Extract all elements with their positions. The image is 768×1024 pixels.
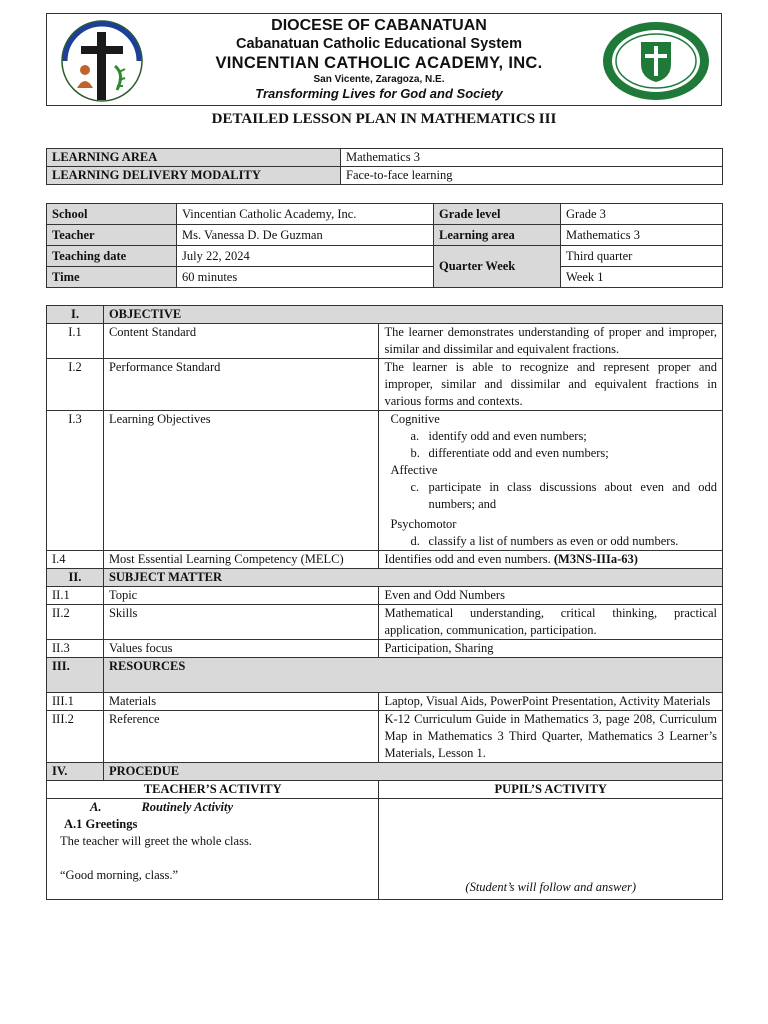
row-number: I.3	[47, 411, 104, 551]
system-name: Cabanatuan Catholic Educational System	[235, 36, 523, 52]
objective-text: classify a list of numbers as even or odd numbers.	[428, 534, 679, 548]
section-title: RESOURCES	[103, 658, 722, 693]
routine-title: Routinely Activity	[141, 800, 234, 814]
list-marker: a.	[410, 429, 420, 443]
row-number: II.2	[47, 605, 104, 640]
row-label: Reference	[103, 711, 379, 763]
domain-label: Cognitive	[390, 412, 440, 426]
list-marker: d.	[410, 534, 420, 548]
row-number: III.1	[47, 693, 104, 711]
row-label: Most Essential Learning Competency (MELC)	[103, 551, 379, 569]
section-number: III.	[47, 658, 104, 693]
section-title: PROCEDUE	[103, 763, 722, 781]
teacher-value: Ms. Vanessa D. De Guzman	[177, 225, 434, 246]
teaching-date-label: Teaching date	[47, 246, 177, 267]
learning-area-label: LEARNING AREA	[47, 149, 341, 167]
row-label: Materials	[103, 693, 379, 711]
grade-value: Grade 3	[561, 204, 723, 225]
learning-area-table	[46, 148, 723, 185]
row-label: Learning Objectives	[103, 411, 379, 551]
learning-area-value: Mathematics 3	[341, 149, 723, 167]
materials-text: Laptop, Visual Aids, PowerPoint Presentation, Activity Materials	[379, 693, 723, 711]
routine-heading	[52, 799, 373, 816]
row-label: Values focus	[103, 640, 379, 658]
section-row-subject-matter	[47, 569, 723, 587]
routine-marker: A.	[90, 800, 102, 814]
learning-objectives-cell	[379, 411, 723, 551]
table-row	[47, 640, 723, 658]
list-item	[410, 533, 717, 550]
row-number: I.1	[47, 324, 104, 359]
row-number: I.4	[47, 551, 104, 569]
table-row	[47, 267, 723, 288]
content-standard-text: The learner demonstrates understanding of proper and improper, similar and dissimilar and equivalent fractions.	[379, 324, 723, 359]
ccess-cross-logo	[59, 18, 145, 104]
table-row	[47, 411, 723, 551]
pupil-activity-header: PUPIL’S ACTIVITY	[379, 781, 723, 799]
school-value: Vincentian Catholic Academy, Inc.	[177, 204, 434, 225]
section-title: SUBJECT MATTER	[103, 569, 722, 587]
section-number: I.	[47, 306, 104, 324]
list-marker: b.	[410, 446, 420, 460]
school-header	[46, 13, 722, 106]
greet-quote: “Good morning, class.”	[60, 868, 179, 882]
school-label: School	[47, 204, 177, 225]
list-marker: c.	[410, 480, 420, 494]
academy-name: VINCENTIAN CATHOLIC ACADEMY, INC.	[215, 54, 543, 72]
diocese-name: DIOCESE OF CABANATUAN	[271, 17, 487, 34]
list-item	[410, 428, 717, 445]
table-row	[47, 246, 723, 267]
greetings-heading: A.1 Greetings	[64, 817, 138, 831]
pupil-response: (Student’s will follow and answer)	[465, 880, 637, 894]
topic-text: Even and Odd Numbers	[379, 587, 723, 605]
section-title: OBJECTIVE	[103, 306, 722, 324]
class-info-table	[46, 203, 723, 288]
table-row	[47, 324, 723, 359]
values-focus-text: Participation, Sharing	[379, 640, 723, 658]
academy-tagline: Transforming Lives for God and Society	[255, 86, 503, 101]
teacher-label: Teacher	[47, 225, 177, 246]
week-value: Week 1	[561, 267, 723, 288]
melc-code: (M3NS-IIIa-63)	[553, 552, 638, 566]
greet-instruction: The teacher will greet the whole class.	[60, 834, 252, 848]
table-row	[47, 711, 723, 763]
objective-text: identify odd and even numbers;	[428, 429, 587, 443]
table-row	[47, 204, 723, 225]
activity-row	[47, 799, 723, 900]
lesson-plan-table	[46, 305, 723, 900]
table-row	[47, 551, 723, 569]
teacher-activity-header: TEACHER’S ACTIVITY	[47, 781, 379, 799]
row-label: Skills	[103, 605, 379, 640]
performance-standard-text: The learner is able to recognize and represent proper and improper, similar and dissimilar and equivalent fractions in various forms and contexts.	[379, 359, 723, 411]
teaching-date-value: July 22, 2024	[177, 246, 434, 267]
table-row	[47, 167, 723, 185]
section-row-resources	[47, 658, 723, 693]
melc-text: Identifies odd and even numbers.	[384, 552, 551, 566]
objective-text: participate in class discussions about even and odd numbers; and	[428, 480, 717, 511]
domain-label: Affective	[390, 463, 438, 477]
row-number: II.3	[47, 640, 104, 658]
section-number: IV.	[47, 763, 104, 781]
row-number: I.2	[47, 359, 104, 411]
table-row	[47, 225, 723, 246]
row-label: Performance Standard	[103, 359, 379, 411]
row-label: Content Standard	[103, 324, 379, 359]
pupil-activity-cell	[379, 799, 723, 900]
row-label: Topic	[103, 587, 379, 605]
teacher-activity-cell	[47, 799, 379, 900]
objective-text: differentiate odd and even numbers;	[428, 446, 609, 460]
modality-value: Face-to-face learning	[341, 167, 723, 185]
document-title: DETAILED LESSON PLAN IN MATHEMATICS III	[211, 111, 557, 127]
section-number: II.	[47, 569, 104, 587]
time-label: Time	[47, 267, 177, 288]
learning-area-label-2: Learning area	[434, 225, 561, 246]
table-row	[47, 587, 723, 605]
row-number: III.2	[47, 711, 104, 763]
skills-text: Mathematical understanding, critical thinking, practical application, communication, participation.	[379, 605, 723, 640]
activity-header-row	[47, 781, 723, 799]
quarter-week-label: Quarter Week	[434, 246, 561, 288]
list-item	[410, 479, 717, 513]
row-number: II.1	[47, 587, 104, 605]
section-row-objective	[47, 306, 723, 324]
time-value: 60 minutes	[177, 267, 434, 288]
vca-seal-logo	[601, 20, 711, 102]
melc-cell	[379, 551, 723, 569]
reference-text: K-12 Curriculum Guide in Mathematics 3, page 208, Curriculum Map in Mathematics 3 Third Quarter, Mathematics 3 Learner’s Materials, Lesson 1.	[379, 711, 723, 763]
quarter-value: Third quarter	[561, 246, 723, 267]
table-row	[47, 359, 723, 411]
grade-label: Grade level	[434, 204, 561, 225]
learning-area-value-2: Mathematics 3	[561, 225, 723, 246]
list-item	[410, 445, 717, 462]
academy-address: San Vicente, Zaragoza, N.E.	[313, 74, 445, 85]
domain-label: Psychomotor	[390, 517, 457, 531]
table-row	[47, 149, 723, 167]
table-row	[47, 605, 723, 640]
modality-label: LEARNING DELIVERY MODALITY	[47, 167, 341, 185]
section-row-procedure	[47, 763, 723, 781]
table-row	[47, 693, 723, 711]
